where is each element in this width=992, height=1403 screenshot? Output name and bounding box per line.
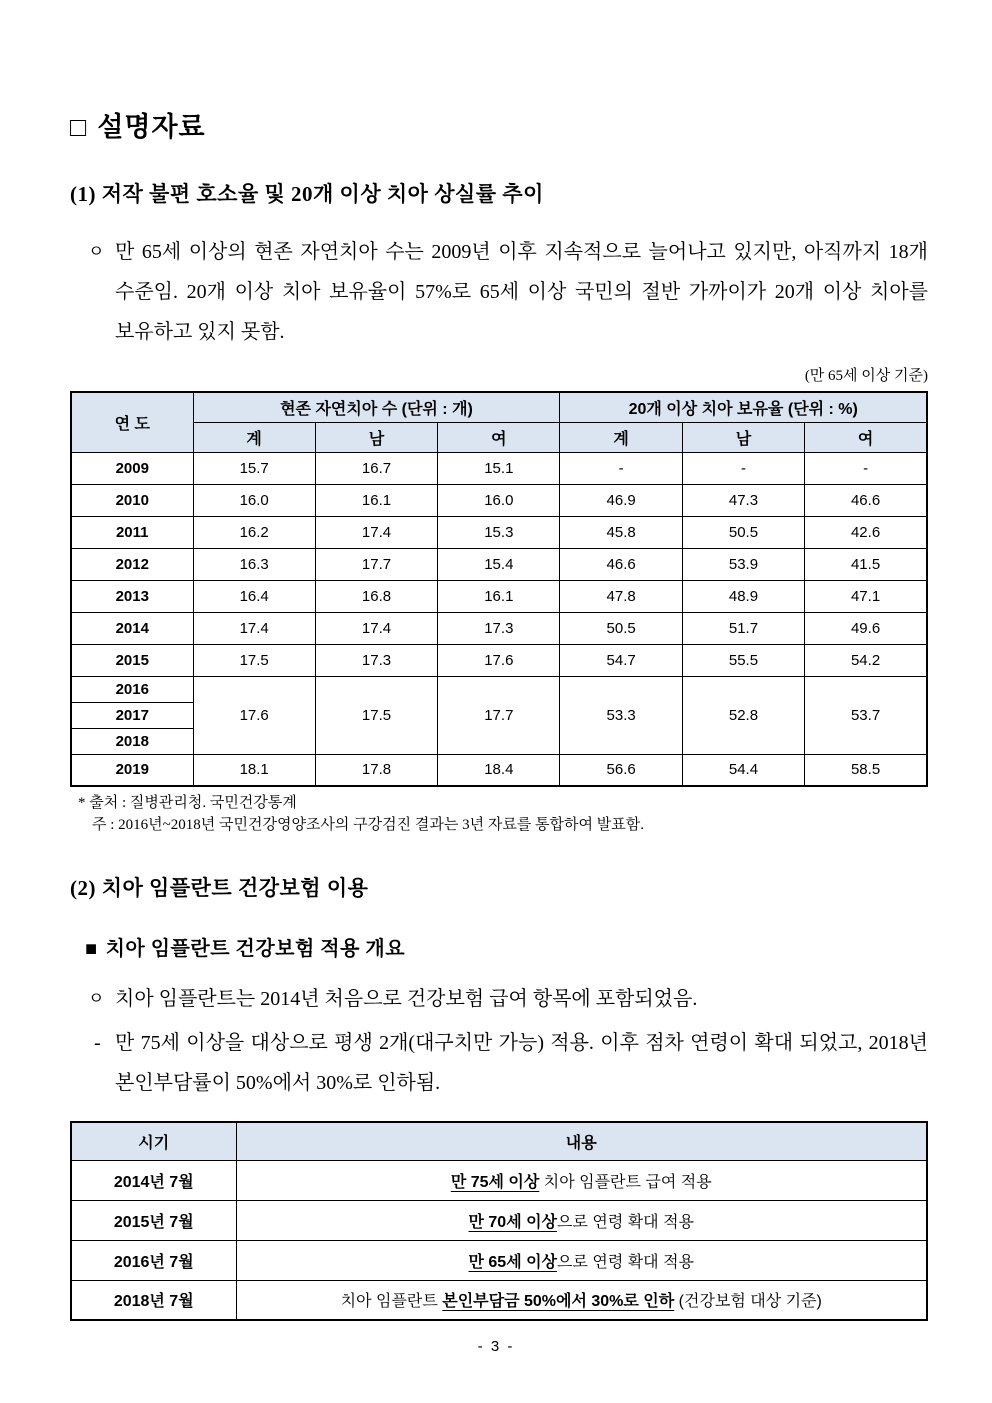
table-cell: 18.1 [193, 754, 315, 786]
table-cell: 17.6 [438, 644, 560, 676]
circle-bullet-icon: ㅇ [88, 989, 105, 1008]
table-row [71, 754, 927, 786]
table-cell: 54.7 [560, 644, 682, 676]
year-cell: 2009 [71, 452, 193, 484]
content-emphasis: 만 75세 이상 [450, 1173, 540, 1191]
table-row [71, 580, 927, 612]
table1-year-header: 연 도 [71, 392, 193, 452]
year-cell: 2013 [71, 580, 193, 612]
circle-bullet-icon: ㅇ [88, 242, 105, 261]
filled-square-bullet-icon: ■ [85, 938, 98, 960]
table-cell: 45.8 [560, 516, 682, 548]
period-cell: 2015년 7월 [71, 1200, 236, 1240]
content-cell [236, 1160, 927, 1200]
year-cell: 2014 [71, 612, 193, 644]
table-row [71, 644, 927, 676]
table-row [71, 548, 927, 580]
table-cell: - [560, 452, 682, 484]
year-cell: 2015 [71, 644, 193, 676]
period-cell: 2014년 7월 [71, 1160, 236, 1200]
page-number: - 3 - [477, 1338, 515, 1355]
table2-header-row [71, 1122, 927, 1160]
content-rest: 치아 임플란트 급여 적용 [539, 1173, 712, 1191]
table-cell: - [805, 452, 927, 484]
table1-subheader: 여 [438, 422, 560, 452]
dash-bullet-icon: - [94, 1032, 101, 1054]
year-cell: 2010 [71, 484, 193, 516]
table-cell: 17.8 [315, 754, 437, 786]
table1-sub-header-row [71, 422, 927, 452]
table-cell: 16.7 [315, 452, 437, 484]
content-rest: 으로 연령 확대 적용 [557, 1213, 694, 1231]
table-row [71, 612, 927, 644]
period-cell: 2018년 7월 [71, 1280, 236, 1320]
document-title [70, 105, 928, 144]
table1-footnotes [78, 792, 928, 836]
table-cell: 47.8 [560, 580, 682, 612]
table1-subheader: 남 [315, 422, 437, 452]
table-cell: 15.7 [193, 452, 315, 484]
content-pre: 치아 임플란트 [340, 1293, 443, 1311]
table-cell: 17.4 [315, 612, 437, 644]
footnote-note: 주 : 2016년~2018년 국민건강영양조사의 구강검진 결과는 3년 자료를 통합하여 발표함. [92, 817, 644, 833]
table-cell: 17.3 [315, 644, 437, 676]
table1-subheader: 계 [193, 422, 315, 452]
table-cell: 17.4 [193, 612, 315, 644]
year-cell: 2018 [71, 728, 193, 754]
table-cell: 56.6 [560, 754, 682, 786]
table-row [71, 1240, 927, 1280]
content-emphasis: 본인부담금 50%에서 30%로 인하 [442, 1293, 675, 1311]
table-cell: 18.4 [438, 754, 560, 786]
table-cell: 16.4 [193, 580, 315, 612]
table1-group2-header: 20개 이상 치아 보유율 (단위 : %) [560, 392, 927, 422]
year-cell: 2012 [71, 548, 193, 580]
table-cell: 42.6 [805, 516, 927, 548]
section1-paragraph-text: 만 65세 이상의 현존 자연치아 수는 2009년 이후 지속적으로 늘어나고 있지만, 아직까지 18개 수준임. 20개 이상 치아 보유율이 57%로 65세 이상 국민의 절반 가까이가 20개 이상 치아를 보유하고 있지 못함. [115, 241, 928, 343]
year-cell: 2011 [71, 516, 193, 548]
period-cell: 2016년 7월 [71, 1240, 236, 1280]
table1-group-header-row [71, 392, 927, 422]
table-cell-merged: 52.8 [682, 676, 804, 754]
table-cell: 41.5 [805, 548, 927, 580]
table-cell: 16.1 [315, 484, 437, 516]
table-cell-merged: 53.7 [805, 676, 927, 754]
section1-paragraph [70, 232, 928, 352]
table-cell: 55.5 [682, 644, 804, 676]
table-row [71, 452, 927, 484]
content-cell [236, 1280, 927, 1320]
section2-subheading-text: 치아 임플란트 건강보험 적용 개요 [105, 938, 406, 960]
table-cell: 47.3 [682, 484, 804, 516]
table-row [71, 484, 927, 516]
table-cell: 17.3 [438, 612, 560, 644]
content-rest: 으로 연령 확대 적용 [557, 1253, 694, 1271]
natural-teeth-table [70, 391, 928, 787]
section2-bullet-text: 치아 임플란트는 2014년 처음으로 건강보험 급여 항목에 포함되었음. [115, 988, 698, 1010]
table-cell-merged: 17.7 [438, 676, 560, 754]
section2-dash-item [70, 1023, 928, 1103]
table1-subheader: 남 [682, 422, 804, 452]
table-cell: 54.4 [682, 754, 804, 786]
table-cell: 17.7 [315, 548, 437, 580]
square-bullet-icon: □ [70, 112, 88, 142]
table-cell: 53.9 [682, 548, 804, 580]
table-cell: 16.3 [193, 548, 315, 580]
document-title-text: 설명자료 [97, 112, 206, 142]
table-cell: 49.6 [805, 612, 927, 644]
table1-subheader: 여 [805, 422, 927, 452]
content-emphasis: 만 70세 이상 [468, 1213, 558, 1231]
year-cell: 2019 [71, 754, 193, 786]
table1-subheader: 계 [560, 422, 682, 452]
table-cell: 17.5 [193, 644, 315, 676]
table-row [71, 516, 927, 548]
table-cell: 15.4 [438, 548, 560, 580]
table-cell: 15.3 [438, 516, 560, 548]
year-cell: 2016 [71, 676, 193, 702]
table-cell: 51.7 [682, 612, 804, 644]
table-cell-merged: 17.6 [193, 676, 315, 754]
table-cell: 16.0 [438, 484, 560, 516]
table-cell: 50.5 [682, 516, 804, 548]
table-cell: 16.2 [193, 516, 315, 548]
content-rest: (건강보험 대상 기준) [674, 1293, 822, 1311]
table-row [71, 1200, 927, 1240]
table-cell-merged: 53.3 [560, 676, 682, 754]
table-cell: 47.1 [805, 580, 927, 612]
table-cell: - [682, 452, 804, 484]
table-cell: 16.8 [315, 580, 437, 612]
table-cell-merged: 17.5 [315, 676, 437, 754]
table-cell: 16.1 [438, 580, 560, 612]
table-row [71, 1160, 927, 1200]
section2-subheading [85, 932, 928, 961]
content-emphasis: 만 65세 이상 [468, 1253, 558, 1271]
table1-caption: (만 65세 이상 기준) [804, 368, 928, 384]
table-cell: 17.4 [315, 516, 437, 548]
content-cell [236, 1240, 927, 1280]
table-row [71, 676, 927, 702]
table-cell: 54.2 [805, 644, 927, 676]
table-cell: 46.6 [560, 548, 682, 580]
table-cell: 50.5 [560, 612, 682, 644]
section2-bullet [70, 979, 928, 1019]
table2-period-header: 시기 [71, 1122, 236, 1160]
table-cell: 46.6 [805, 484, 927, 516]
table1-group1-header: 현존 자연치아 수 (단위 : 개) [193, 392, 560, 422]
table2-content-header: 내용 [236, 1122, 927, 1160]
content-cell [236, 1200, 927, 1240]
table-cell: 58.5 [805, 754, 927, 786]
table-cell: 48.9 [682, 580, 804, 612]
section1-heading: (1) 저작 불편 호소율 및 20개 이상 치아 상실률 추이 [70, 182, 544, 206]
table-cell: 16.0 [193, 484, 315, 516]
table-cell: 15.1 [438, 452, 560, 484]
year-cell: 2017 [71, 702, 193, 728]
implant-insurance-table [70, 1121, 928, 1321]
section2-heading: (2) 치아 임플란트 건강보험 이용 [70, 876, 369, 900]
section2-dash-text: 만 75세 이상을 대상으로 평생 2개(대구치만 가능) 적용. 이후 점차 연령이 확대 되었고, 2018년 본인부담률이 50%에서 30%로 인하됨. [115, 1032, 928, 1094]
footnote-source: * 출처 : 질병관리청. 국민건강통계 [78, 795, 297, 811]
table-cell: 46.9 [560, 484, 682, 516]
table-row [71, 1280, 927, 1320]
